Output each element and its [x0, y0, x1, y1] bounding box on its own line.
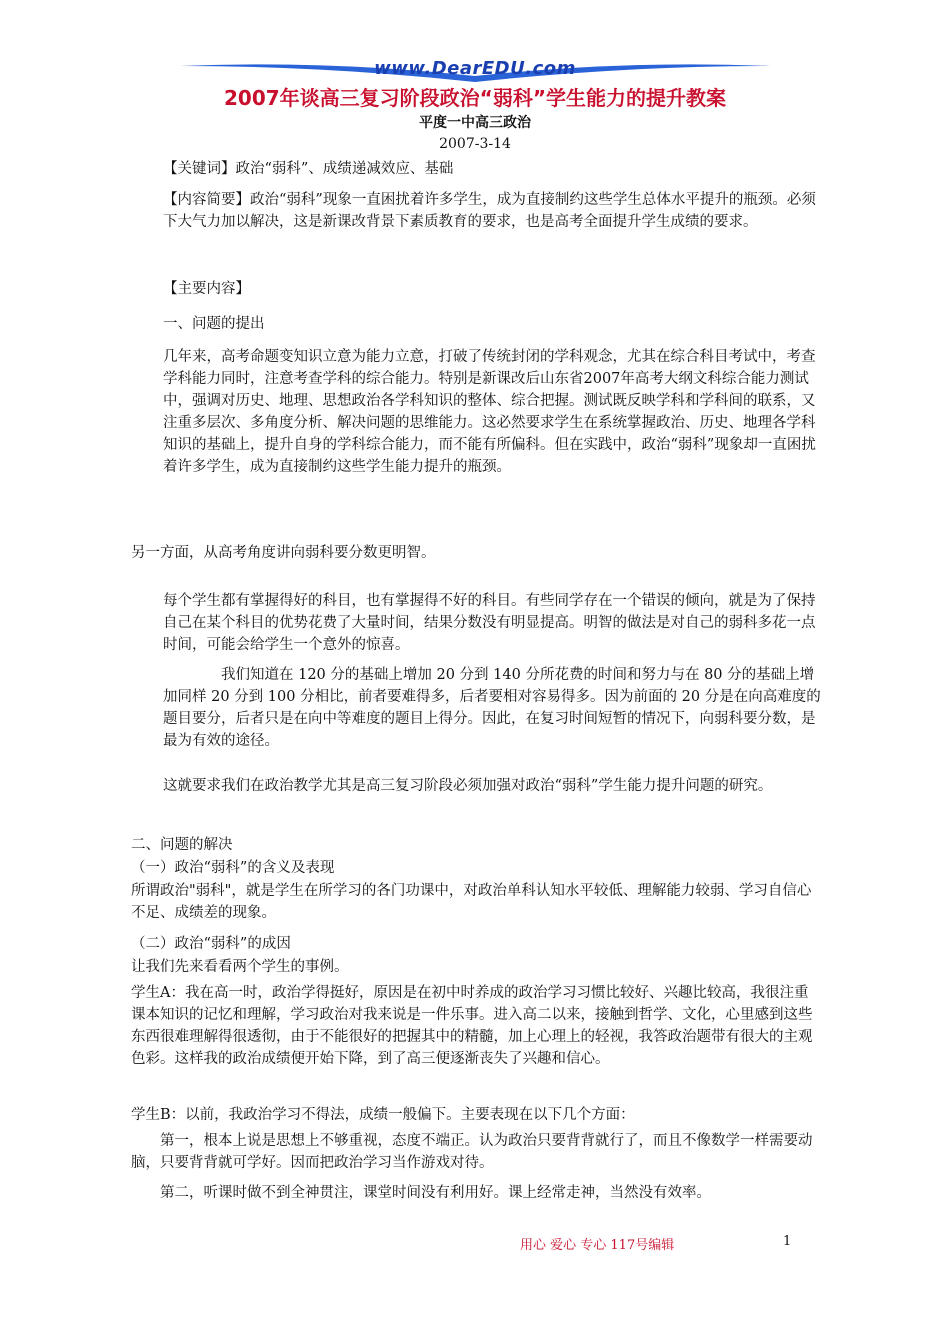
- section1-heading: 一、问题的提出: [163, 316, 265, 332]
- subsection2-heading: （二）政治“弱科”的成因: [131, 936, 291, 952]
- paragraph-4: 我们知道在 120 分的基础上增加 20 分到 140 分所花费的时间和努力与在 80 分的基础上增加同样 20 分到 100 分相比，前者要难得多，后者要相对容易得多。因为前面的 20 分是在向高难度的题目要分，后者只是在向中等难度的题目上得分。因此，在复习时间短暂的情况下，向弱科要分数，是最为有效的途径。: [163, 667, 821, 749]
- summary: 【内容简要】政治“弱科”现象一直困扰着许多学生，成为直接制约这些学生总体水平提升的瓶颈。必须下大气力加以解决，这是新课改背景下素质教育的要求，也是高考全面提升学生成绩的要求。: [163, 192, 816, 230]
- footer-text: 用心 爱心 专心 117号编辑: [520, 1238, 675, 1253]
- point-1: 第一，根本上说是思想上不够重视，态度不端正。认为政治只要背背就行了，而且不像数学一样需要动脑，只要背背就可学好。因而把政治学习当作游戏对待。: [131, 1133, 813, 1171]
- document-date: 2007-3-14: [439, 136, 511, 152]
- subsection2-intro: 让我们先来看看两个学生的事例。: [131, 959, 349, 975]
- document-title: 2007年谈高三复习阶段政治“弱科”学生能力的提升教案: [224, 86, 726, 110]
- keywords: 【关键词】政治“弱科”、成绩递减效应、基础: [163, 161, 454, 177]
- page-number: 1: [783, 1234, 792, 1249]
- paragraph-2: 另一方面，从高考角度讲向弱科要分数更明智。: [131, 545, 436, 561]
- student-a-case: 学生A：我在高一时，政治学得挺好，原因是在初中时养成的政治学习习惯比较好、兴趣比较高，我很注重课本知识的记忆和理解，学习政治对我来说是一件乐事。进入高二以来，接触到哲学、文化，心里感到这些东西很难理解得很透彻，由于不能很好的把握其中的精髓，加上心理上的轻视，我答政治题带有很大的主观色彩。这样我的政治成绩便开始下降，到了高三便逐渐丧失了兴趣和信心。: [131, 985, 813, 1067]
- subsection1-text: 所谓政治"弱科"，就是学生在所学习的各门功课中，对政治单科认知水平较低、理解能力较弱、学习自信心不足、成绩差的现象。: [131, 883, 812, 921]
- paragraph-1: 几年来，高考命题变知识立意为能力立意，打破了传统封闭的学科观念，尤其在综合科目考试中，考查学科能力同时，注意考查学科的综合能力。特别是新课改后山东省2007年高考大纲文科综合能力测试中，强调对历史、地理、思想政治各学科知识的整体、综合把握。测试既反映学科和学科间的联系，又注重多层次、多角度分析、解决问题的思维能力。这必然要求学生在系统掌握政治、历史、地理各学科知识的基础上，提升自身的学科综合能力，而不能有所偏科。但在实践中，政治“弱科”现象却一直困扰着许多学生，成为直接制约这些学生能力提升的瓶颈。: [163, 349, 816, 475]
- section2-heading: 二、问题的解决: [131, 837, 233, 853]
- main-heading: 【主要内容】: [163, 281, 250, 297]
- paragraph-5: 这就要求我们在政治教学尤其是高三复习阶段必须加强对政治“弱科”学生能力提升问题的研究。: [163, 778, 773, 794]
- student-b-case: 学生B：以前，我政治学习不得法，成绩一般偏下。主要表现在以下几个方面：: [131, 1107, 635, 1123]
- document-subtitle: 平度一中高三政治: [419, 115, 531, 131]
- paragraph-3: 每个学生都有掌握得好的科目，也有掌握得不好的科目。有些同学存在一个错误的倾向，就是为了保持自己在某个科目的优势花费了大量时间，结果分数没有明显提高。明智的做法是对自己的弱科多花一点时间，可能会给学生一个意外的惊喜。: [163, 593, 816, 653]
- point-2: 第二，听课时做不到全神贯注，课堂时间没有利用好。课上经常走神，当然没有效率。: [160, 1185, 711, 1201]
- subsection1-heading: （一）政治“弱科”的含义及表现: [131, 860, 335, 876]
- logo-text: www.DearEDU.com: [374, 58, 576, 79]
